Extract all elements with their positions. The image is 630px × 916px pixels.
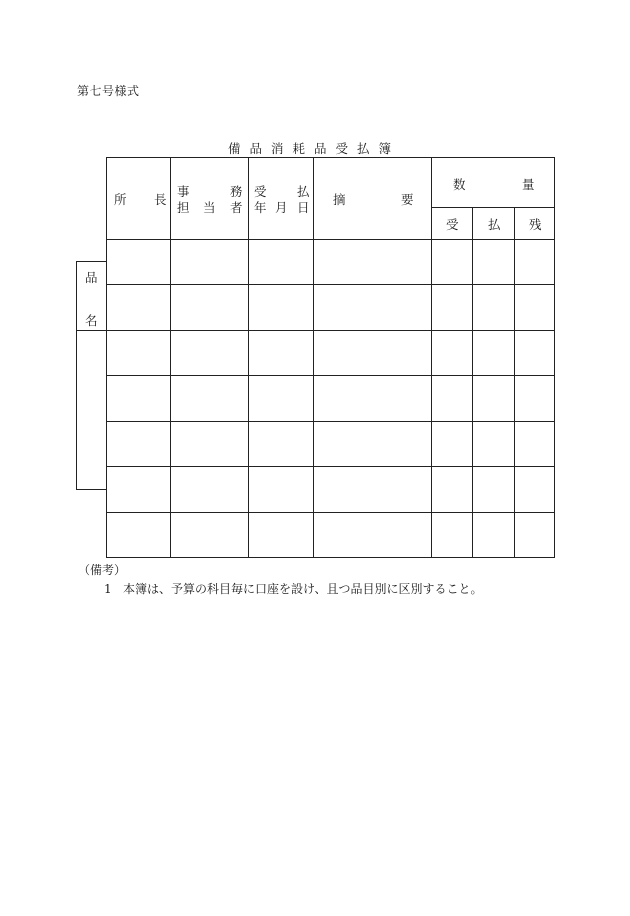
item-name-box: [76, 261, 107, 490]
header-shocho-left: 所: [114, 192, 127, 207]
header-date-1: 年: [254, 200, 267, 215]
column-divider: [170, 157, 171, 558]
row-divider: [106, 330, 555, 331]
item-name-label-1: 品: [85, 270, 98, 285]
column-divider: [313, 157, 314, 558]
header-tanto-1: 担: [177, 200, 190, 215]
note-text: 本簿は、予算の科目毎に口座を設け、且つ品目別に区別すること。: [123, 582, 483, 596]
header-suryo-zan: 残: [529, 217, 542, 232]
column-divider: [514, 207, 515, 558]
note-item: [104, 580, 483, 597]
header-tekiyo-left: 摘: [333, 192, 346, 207]
row-divider: [106, 512, 555, 513]
row-divider: [106, 375, 555, 376]
header-ukeharai-left: 受: [254, 184, 267, 199]
row-divider: [106, 466, 555, 467]
header-suryo-left: 数: [453, 177, 466, 192]
header-suryo-harai: 払: [488, 217, 501, 232]
header-suryo-right: 量: [522, 177, 535, 192]
notes-heading: （備考）: [78, 563, 127, 577]
column-divider: [472, 207, 473, 558]
header-tekiyo-right: 要: [401, 192, 414, 207]
header-tanto-2: 当: [203, 200, 216, 215]
row-divider: [106, 421, 555, 422]
column-divider: [248, 157, 249, 558]
header-jimu-right: 務: [230, 184, 243, 199]
header-sub-divider: [431, 207, 555, 208]
header-suryo-uke: 受: [446, 217, 459, 232]
item-name-divider: [76, 330, 106, 331]
item-name-label-2: 名: [85, 313, 98, 328]
header-date-2: 月: [275, 200, 288, 215]
header-bottom-line: [106, 239, 555, 240]
header-tanto-3: 者: [230, 200, 243, 215]
header-jimu-left: 事: [177, 184, 190, 199]
header-date-3: 日: [297, 200, 310, 215]
note-number: 1: [104, 582, 112, 596]
header-ukeharai-right: 払: [297, 184, 310, 199]
row-divider: [106, 284, 555, 285]
header-shocho-right: 長: [154, 192, 167, 207]
column-divider: [431, 157, 432, 558]
document-title: 備品消耗品受払簿: [228, 141, 401, 156]
form-number: 第七号様式: [77, 84, 140, 98]
